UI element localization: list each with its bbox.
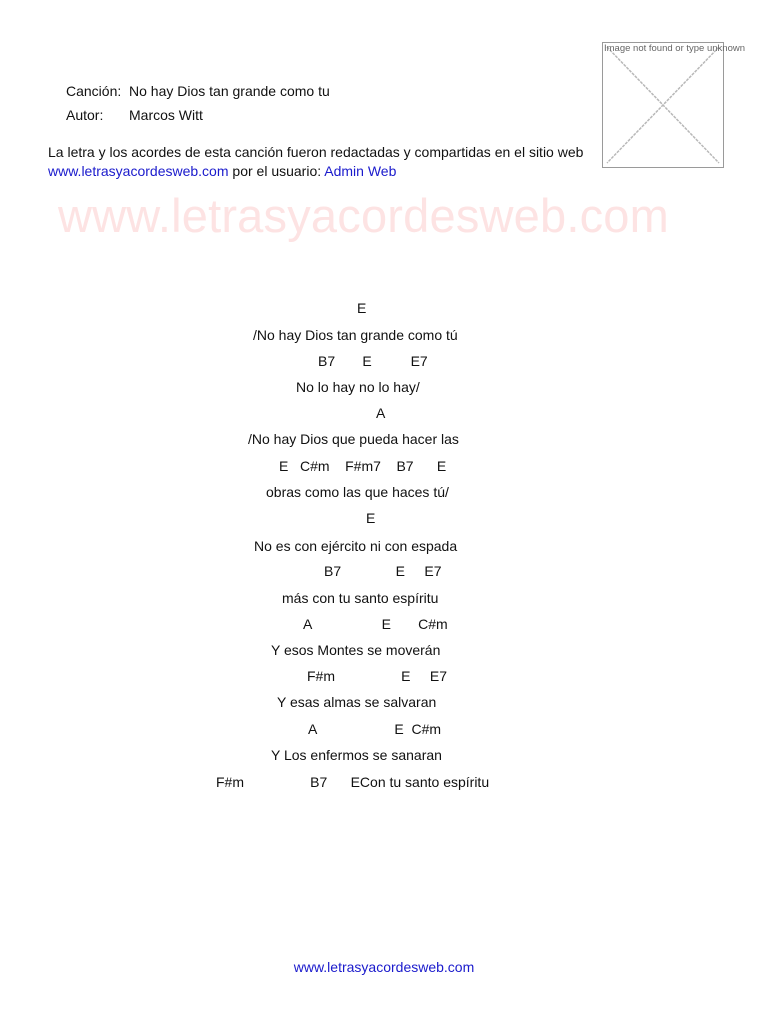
song-label: Canción: bbox=[66, 83, 122, 99]
chord-line: E bbox=[357, 300, 367, 316]
chord-lyric-line: F#m B7 ECon tu santo espíritu bbox=[216, 774, 490, 790]
author-name: Marcos Witt bbox=[129, 107, 203, 123]
by-user-text: por el usuario: bbox=[228, 163, 325, 179]
chord-line: A E C#m bbox=[308, 721, 442, 737]
broken-image-placeholder bbox=[602, 42, 724, 168]
site-link[interactable]: www.letrasyacordesweb.com bbox=[48, 163, 229, 179]
footer-site-link[interactable]: www.letrasyacordesweb.com bbox=[293, 959, 475, 975]
watermark: www.letrasyacordesweb.com bbox=[58, 189, 669, 242]
lyric-line: más con tu santo espíritu bbox=[282, 590, 439, 606]
lyric-line: /No hay Dios que pueda hacer las bbox=[248, 431, 459, 447]
intro-text: La letra y los acordes de esta canción fueron redactadas y compartidas en el sitio web bbox=[48, 144, 584, 160]
song-title-row bbox=[66, 83, 330, 99]
chord-line: E C#m F#m7 B7 E bbox=[279, 458, 447, 474]
lyric-line: /No hay Dios tan grande como tú bbox=[253, 327, 458, 343]
lyric-line: Y esas almas se salvaran bbox=[277, 694, 437, 710]
chord-line: F#m E E7 bbox=[307, 668, 448, 684]
chord-line: A E C#m bbox=[303, 616, 448, 632]
chord-line: A bbox=[376, 405, 386, 421]
author-label: Autor: bbox=[66, 107, 104, 123]
chord-line: E bbox=[366, 510, 376, 526]
user-link[interactable]: Admin Web bbox=[324, 163, 397, 179]
footer bbox=[0, 959, 768, 975]
lyric-line: No lo hay no lo hay/ bbox=[296, 379, 420, 395]
lyric-line: Y esos Montes se moverán bbox=[271, 642, 441, 658]
intro-credit bbox=[48, 163, 396, 179]
broken-image-icon bbox=[603, 43, 723, 167]
chord-line: B7 E E7 bbox=[318, 353, 428, 369]
lyric-line: Y Los enfermos se sanaran bbox=[271, 747, 442, 763]
image-placeholder-text: Image not found or type unknown bbox=[604, 43, 746, 54]
chord-line: B7 E E7 bbox=[324, 563, 442, 579]
lyric-line: obras como las que haces tú/ bbox=[266, 484, 449, 500]
lyric-line: No es con ejército ni con espada bbox=[254, 538, 458, 554]
song-title: No hay Dios tan grande como tu bbox=[129, 83, 330, 99]
author-row bbox=[66, 107, 203, 123]
